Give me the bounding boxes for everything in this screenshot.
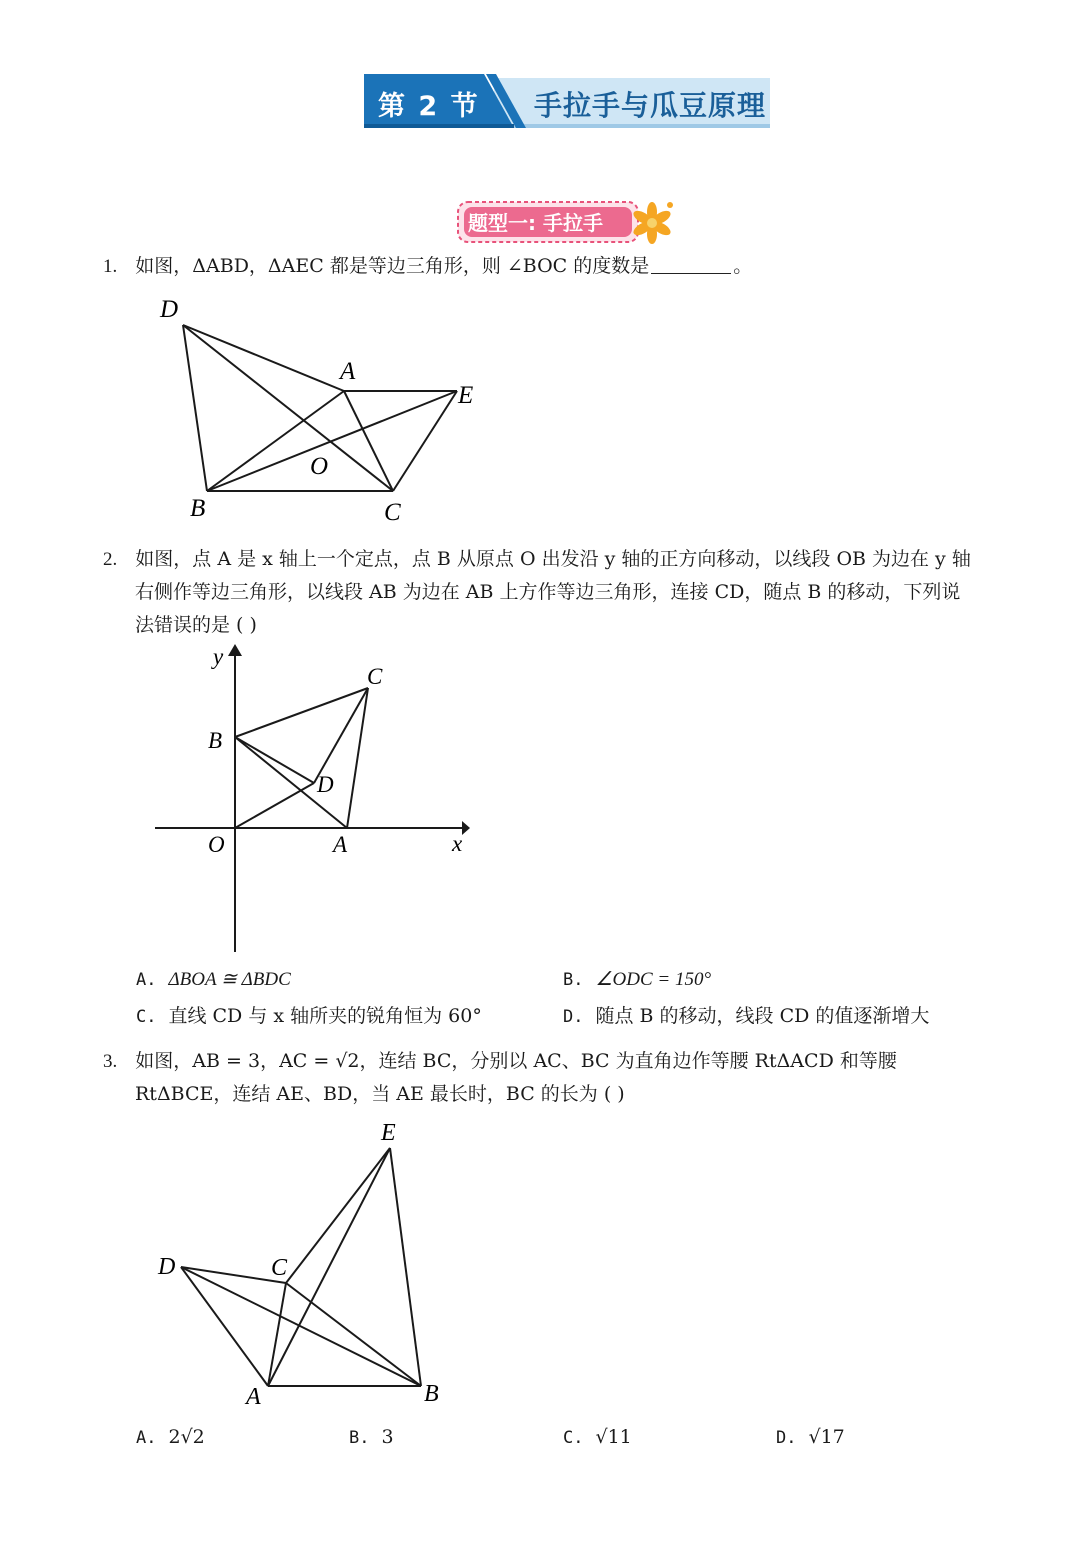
question-2 xyxy=(103,543,1043,642)
label-D: D xyxy=(158,1254,176,1280)
label-O: O xyxy=(310,453,329,480)
question-number: 1. xyxy=(103,256,118,277)
label-A: A xyxy=(340,358,356,385)
label-E: E xyxy=(381,1120,396,1146)
option-2b[interactable]: B. ∠ODC = 150° xyxy=(563,969,712,990)
label-C: C xyxy=(367,664,383,689)
option-2c[interactable]: C. 直线 CD 与 x 轴所夹的锐角恒为 60° xyxy=(136,1005,482,1027)
label-B: B xyxy=(190,495,206,522)
option-3a[interactable]: A. 2√2 xyxy=(136,1426,205,1448)
question-line-3: 法错误的是 ( ) xyxy=(135,614,257,636)
label-A: A xyxy=(333,832,348,857)
figure-q2 xyxy=(150,640,480,955)
question-line-1: 如图，AB = 3，AC = √2，连结 BC，分别以 AC、BC 为直角边作等腰 RtΔACD 和等腰 xyxy=(135,1050,897,1072)
answer-blank[interactable] xyxy=(651,253,731,274)
question-end: 。 xyxy=(733,255,753,277)
section-label: 第 2 节 xyxy=(378,91,480,122)
label-D: D xyxy=(317,772,334,797)
label-y: y xyxy=(213,644,224,669)
label-O: O xyxy=(208,832,225,857)
label-B: B xyxy=(424,1381,439,1407)
section-banner xyxy=(364,74,772,132)
question-text: 如图，ΔABD，ΔAEC 都是等边三角形，则 ∠BOC 的度数是 xyxy=(135,255,650,277)
label-C: C xyxy=(271,1255,288,1281)
label-D: D xyxy=(160,296,179,323)
y-axis-arrow-icon xyxy=(228,644,242,656)
question-number: 3. xyxy=(103,1051,118,1072)
badge-label: 题型一: 手拉手 xyxy=(468,211,603,235)
option-2d[interactable]: D. 随点 B 的移动，线段 CD 的值逐渐增大 xyxy=(563,1005,930,1027)
label-x: x xyxy=(452,831,463,856)
label-A: A xyxy=(246,1384,261,1410)
question-line-2: 右侧作等边三角形，以线段 AB 为边在 AB 上方作等边三角形，连接 CD，随点 B 的移动，下列说 xyxy=(135,581,961,603)
question-1 xyxy=(103,250,1003,283)
option-2a[interactable]: A. ΔBOA ≅ ΔBDC xyxy=(136,969,291,990)
question-line-2: RtΔBCE，连结 AE、BD，当 AE 最长时，BC 的长为 ( ) xyxy=(135,1083,625,1105)
flower-icon xyxy=(630,199,678,245)
label-C: C xyxy=(384,499,401,525)
label-E: E xyxy=(458,382,474,409)
section-title: 手拉手与瓜豆原理 xyxy=(534,89,767,122)
x-axis-arrow-icon xyxy=(462,821,470,835)
figure-q1 xyxy=(150,290,490,525)
option-3c[interactable]: C. √11 xyxy=(563,1426,632,1448)
question-number: 2. xyxy=(103,549,118,570)
question-3 xyxy=(103,1045,1043,1111)
label-B: B xyxy=(208,728,223,753)
option-3d[interactable]: D. √17 xyxy=(776,1426,845,1448)
question-line-1: 如图，点 A 是 x 轴上一个定点，点 B 从原点 O 出发沿 y 轴的正方向移动，以线段 OB 为边在 y 轴 xyxy=(135,548,971,570)
category-badge xyxy=(456,199,680,245)
option-3b[interactable]: B. 3 xyxy=(349,1426,394,1448)
figure-q3 xyxy=(150,1115,450,1415)
